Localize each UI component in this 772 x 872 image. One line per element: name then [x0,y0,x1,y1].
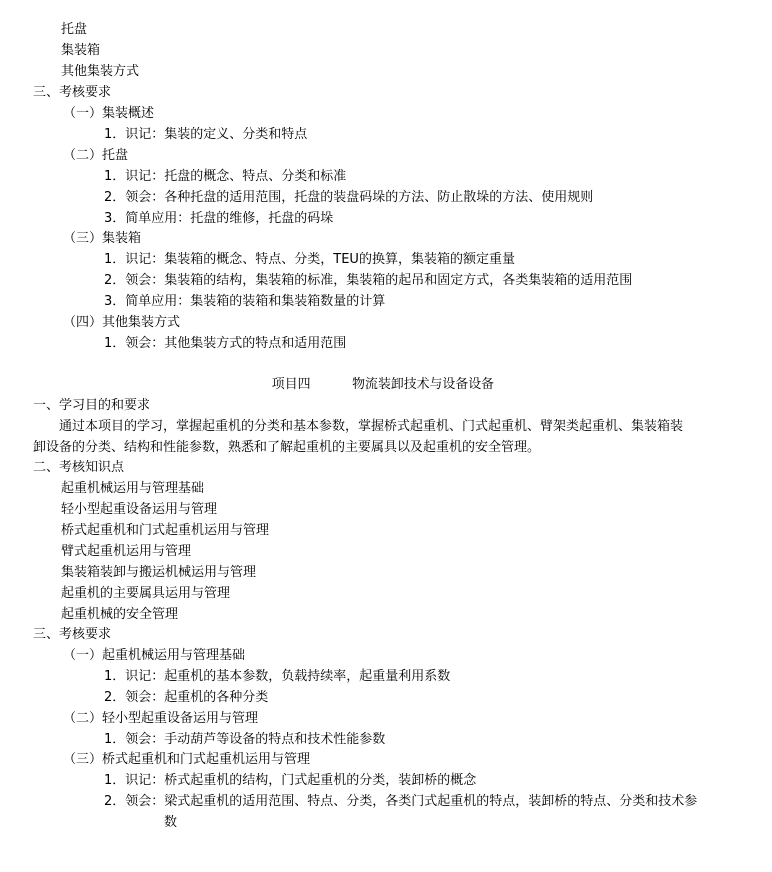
requirement-item: 1．识记：托盘的概念、特点、分类和标准 [104,169,347,184]
requirement-item: 1．领会：手动葫芦等设备的特点和技术性能参数 [104,732,386,747]
subsection-heading: （一）起重机械运用与管理基础 [63,648,246,663]
requirement-item: 1．识记：起重机的基本参数，负载持续率，起重量利用系数 [104,669,451,684]
requirement-item: 1．识记：集装箱的概念、特点、分类，TEU的换算，集装箱的额定重量 [104,252,515,267]
list-item: 其他集装方式 [61,64,140,79]
requirement-item: 2．领会：集装箱的结构，集装箱的标准，集装箱的起吊和固定方式，各类集装箱的适用范围 [104,273,633,288]
paragraph-line [33,418,683,436]
requirement-item: 2．领会：梁式起重机的适用范围、特点、分类，各类门式起重机的特点，装卸桥的特点、分类和技术参 [104,794,698,809]
requirement-item: 3．简单应用：集装箱的装箱和集装箱数量的计算 [104,294,386,309]
project-name: 物流装卸技术与设备设备 [352,377,495,392]
section-heading: 三、考核要求 [33,85,112,100]
list-item: 集装箱 [61,43,101,58]
requirement-continuation: 数 [164,815,178,830]
subsection-heading: （三）桥式起重机和门式起重机运用与管理 [63,752,311,767]
knowledge-item: 臂式起重机运用与管理 [61,544,192,559]
requirement-item: 1．识记：桥式起重机的结构，门式起重机的分类，装卸桥的概念 [104,773,477,788]
requirement-item: 1．识记：集装的定义、分类和特点 [104,127,308,142]
section-heading: 二、考核知识点 [33,460,125,475]
subsection-heading: （四）其他集装方式 [63,315,181,330]
subsection-heading: （二）轻小型起重设备运用与管理 [63,711,259,726]
knowledge-item: 起重机械的安全管理 [61,607,179,622]
subsection-heading: （二）托盘 [63,148,129,163]
list-item: 托盘 [61,22,88,37]
requirement-item: 2．领会：起重机的各种分类 [104,690,269,705]
knowledge-item: 轻小型起重设备运用与管理 [61,502,218,517]
section-heading: 三、考核要求 [33,627,112,642]
paragraph-line: 卸设备的分类、结构和性能参数，熟悉和了解起重机的主要属具以及起重机的安全管理。 [33,440,541,455]
project-title [0,376,766,394]
knowledge-item: 桥式起重机和门式起重机运用与管理 [61,523,270,538]
requirement-item: 1．领会：其他集装方式的特点和适用范围 [104,336,347,351]
requirement-item: 2．领会：各种托盘的适用范围，托盘的装盘码垛的方法、防止散垛的方法、使用规则 [104,190,594,205]
knowledge-item: 起重机的主要属具运用与管理 [61,586,231,601]
knowledge-item: 集装箱装卸与搬运机械运用与管理 [61,565,257,580]
subsection-heading: （一）集装概述 [63,106,155,121]
section-heading: 一、学习目的和要求 [33,398,151,413]
subsection-heading: （三）集装箱 [63,231,142,246]
requirement-item: 3．简单应用：托盘的维修，托盘的码垛 [104,211,334,226]
paragraph-text: 通过本项目的学习，掌握起重机的分类和基本参数，掌握桥式起重机、门式起重机、臂架类起重机、集装箱装 [59,419,684,434]
knowledge-item: 起重机械运用与管理基础 [61,481,205,496]
project-label: 项目四 [271,377,311,392]
